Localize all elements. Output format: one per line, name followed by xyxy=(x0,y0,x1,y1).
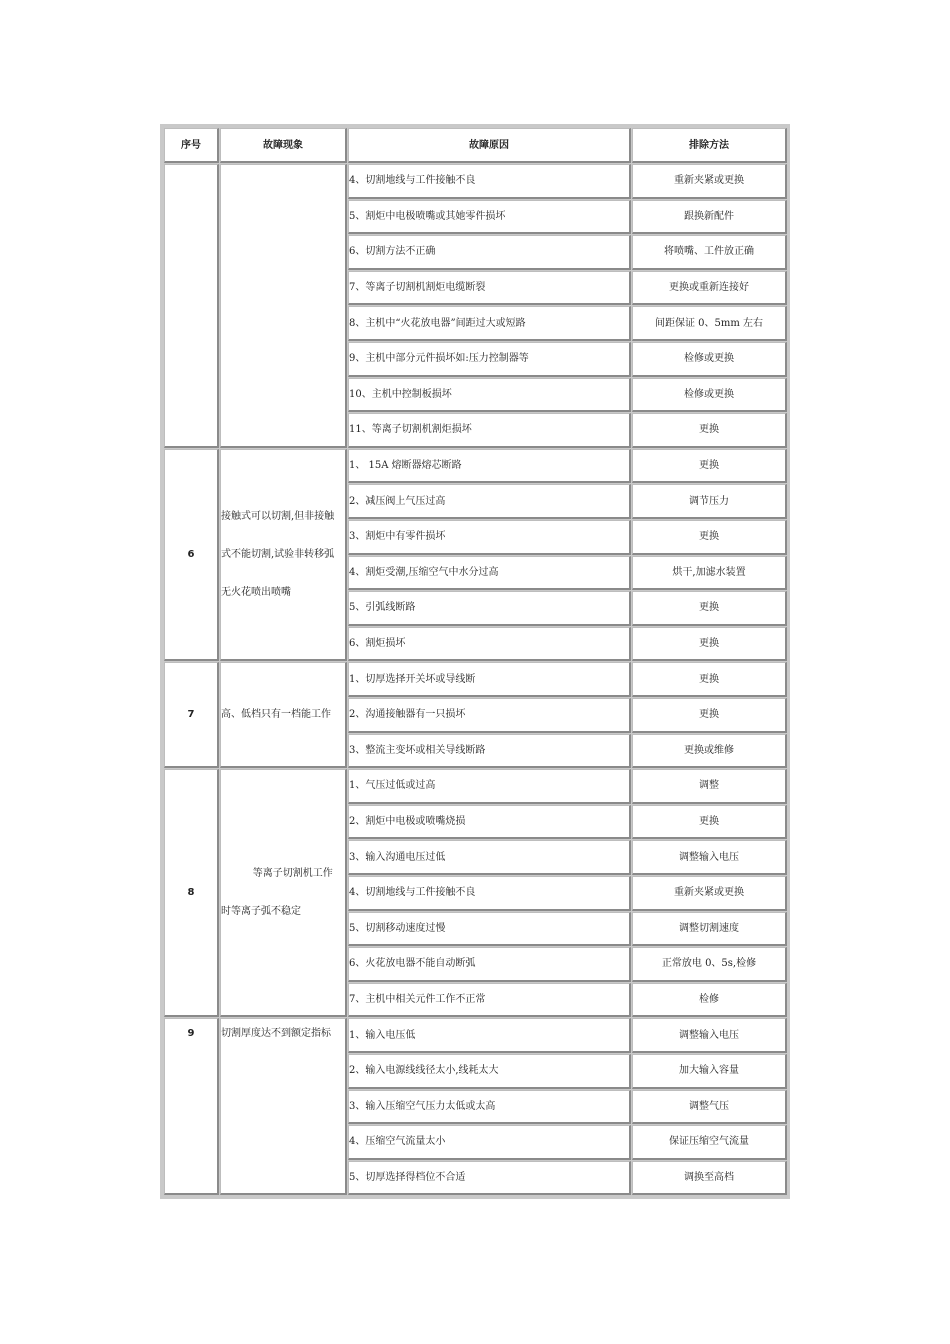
group-1-cause-4-text: 5、引弧线断路 xyxy=(349,602,416,614)
group-4-cause-2 xyxy=(348,1090,631,1125)
group-3-remedy-2-text: 调整输入电压 xyxy=(679,851,739,863)
group-0-cause-4-text: 8、主机中“火花放电器”间距过大或短路 xyxy=(349,317,526,329)
symptom-line: 接触式可以切割,但非接触 xyxy=(221,510,335,522)
group-0-remedy-7 xyxy=(632,413,787,448)
group-4-remedy-1-text: 加大输入容量 xyxy=(679,1065,739,1077)
symptom-line: 切割厚度达不到额定指标 xyxy=(221,1028,331,1040)
group-1-cause-3-text: 4、割炬受潮,压缩空气中水分过高 xyxy=(349,566,499,578)
group-4-remedy-1 xyxy=(632,1054,787,1089)
group-3-cause-0 xyxy=(348,769,631,804)
group-0-cause-5-text: 9、主机中部分元件损坏如:压力控制器等 xyxy=(349,353,529,365)
group-3-cause-4-text: 5、切割移动速度过慢 xyxy=(349,922,446,934)
group-0-remedy-6 xyxy=(632,378,787,413)
group-3-remedy-6-text: 检修 xyxy=(699,994,719,1006)
group-4-remedy-4 xyxy=(632,1161,787,1196)
group-1-symptom xyxy=(220,449,347,662)
group-0-remedy-1 xyxy=(632,200,787,235)
group-3-remedy-1-text: 更换 xyxy=(699,816,719,828)
group-3-remedy-0-text: 调整 xyxy=(699,780,719,792)
group-4-cause-2-text: 3、输入压缩空气压力太低或太高 xyxy=(349,1100,496,1112)
group-4-cause-3 xyxy=(348,1125,631,1160)
group-2-remedy-0 xyxy=(632,662,787,697)
symptom-line: 时等离子弧不稳定 xyxy=(221,905,301,917)
group-2-symptom-lines xyxy=(221,696,331,734)
group-0-remedy-3-text: 更换或重新连接好 xyxy=(669,282,749,294)
group-1-cause-2-text: 3、割炬中有零件损坏 xyxy=(349,531,446,543)
group-3-cause-5 xyxy=(348,947,631,982)
group-0-remedy-4 xyxy=(632,306,787,341)
group-0-remedy-7-text: 更换 xyxy=(699,424,719,436)
group-3-cause-1 xyxy=(348,805,631,840)
group-1-remedy-1 xyxy=(632,484,787,519)
group-4-symptom-lines xyxy=(221,1027,331,1040)
group-0-number xyxy=(164,164,219,448)
symptom-line: 等离子切割机工作 xyxy=(221,867,333,879)
header-no xyxy=(164,128,219,163)
group-3-remedy-5 xyxy=(632,947,787,982)
group-3-remedy-0 xyxy=(632,769,787,804)
group-1-remedy-3 xyxy=(632,556,787,591)
group-3-cause-6 xyxy=(348,983,631,1018)
group-3-cause-2 xyxy=(348,840,631,875)
group-3-symptom xyxy=(220,769,347,1017)
group-2-remedy-1 xyxy=(632,698,787,733)
group-0-remedy-4-text: 间距保证 0、5mm 左右 xyxy=(654,317,764,329)
group-3-cause-2-text: 3、输入沟通电压过低 xyxy=(349,851,446,863)
group-2-remedy-0-text: 更换 xyxy=(699,673,719,685)
group-1-cause-0 xyxy=(348,449,631,484)
group-1-cause-1-text: 2、减压阀上气压过高 xyxy=(349,495,446,507)
group-1-cause-5 xyxy=(348,627,631,662)
group-0-remedy-5 xyxy=(632,342,787,377)
group-1-cause-2 xyxy=(348,520,631,555)
group-4-number xyxy=(164,1018,219,1195)
group-1-number xyxy=(164,449,219,662)
group-4-cause-0-text: 1、输入电压低 xyxy=(349,1029,416,1041)
group-0-remedy-0-text: 重新夹紧或更换 xyxy=(674,175,744,187)
group-1-cause-3 xyxy=(348,556,631,591)
group-3-remedy-5-text: 正常放电 0、5s,检修 xyxy=(661,958,757,970)
group-4-remedy-4-text: 调换至高档 xyxy=(684,1172,734,1184)
group-2-cause-1 xyxy=(348,698,631,733)
group-0-remedy-0 xyxy=(632,164,787,199)
group-0-cause-3 xyxy=(348,271,631,306)
group-0-cause-4 xyxy=(348,306,631,341)
group-0-cause-7 xyxy=(348,413,631,448)
group-4-remedy-0-text: 调整输入电压 xyxy=(679,1029,739,1041)
header-symptom-text: 故障现象 xyxy=(263,139,303,151)
group-0-cause-1-text: 5、割炬中电极喷嘴或其她零件损坏 xyxy=(349,210,506,222)
group-1-cause-5-text: 6、割炬损坏 xyxy=(349,638,406,650)
group-1-remedy-2 xyxy=(632,520,787,555)
group-4-cause-0 xyxy=(348,1018,631,1053)
group-0-remedy-6-text: 检修或更换 xyxy=(684,388,734,400)
group-0-cause-2 xyxy=(348,235,631,270)
group-3-remedy-1 xyxy=(632,805,787,840)
group-1-cause-1 xyxy=(348,484,631,519)
group-2-cause-2-text: 3、整流主变坏或相关导线断路 xyxy=(349,744,486,756)
group-1-remedy-4-text: 更换 xyxy=(699,602,719,614)
group-4-remedy-2 xyxy=(632,1090,787,1125)
group-4-remedy-3-text: 保证压缩空气流量 xyxy=(669,1136,749,1148)
group-3-remedy-4-text: 调整切割速度 xyxy=(679,922,739,934)
group-3-cause-4 xyxy=(348,912,631,947)
group-0-cause-6 xyxy=(348,378,631,413)
group-0-cause-3-text: 7、等离子切割机割炬电缆断裂 xyxy=(349,282,486,294)
group-4-cause-1 xyxy=(348,1054,631,1089)
fault-table xyxy=(160,124,790,1199)
group-2-number-text: 7 xyxy=(187,709,195,721)
group-0-cause-7-text: 11、等离子切割机割炬损坏 xyxy=(349,424,472,436)
group-4-cause-4-text: 5、切厚选择得档位不合适 xyxy=(349,1172,466,1184)
group-4-remedy-3 xyxy=(632,1125,787,1160)
header-remedy-text: 排除方法 xyxy=(689,139,729,151)
group-3-remedy-3 xyxy=(632,876,787,911)
group-3-remedy-6 xyxy=(632,983,787,1018)
group-1-remedy-0-text: 更换 xyxy=(699,460,719,472)
group-0-cause-0-text: 4、切割地线与工件接触不良 xyxy=(349,175,476,187)
group-0-cause-0 xyxy=(348,164,631,199)
group-1-number-text: 6 xyxy=(187,549,195,561)
group-2-cause-1-text: 2、沟通接触器有一只损坏 xyxy=(349,709,466,721)
group-0-remedy-5-text: 检修或更换 xyxy=(684,353,734,365)
group-2-remedy-2 xyxy=(632,734,787,769)
group-0-cause-6-text: 10、主机中控制板损坏 xyxy=(349,388,452,400)
group-4-cause-1-text: 2、输入电源线线径太小,线耗太大 xyxy=(349,1065,499,1077)
group-3-cause-1-text: 2、割炬中电极或喷嘴烧损 xyxy=(349,816,466,828)
group-0-cause-5 xyxy=(348,342,631,377)
group-1-remedy-0 xyxy=(632,449,787,484)
symptom-line: 无火花喷出喷嘴 xyxy=(221,586,291,598)
group-1-symptom-lines xyxy=(221,498,334,612)
group-4-cause-3-text: 4、压缩空气流量太小 xyxy=(349,1136,446,1148)
group-3-number-text: 8 xyxy=(187,887,195,899)
group-2-cause-2 xyxy=(348,734,631,769)
group-0-cause-1 xyxy=(348,200,631,235)
group-4-remedy-2-text: 调整气压 xyxy=(689,1100,729,1112)
header-no-text: 序号 xyxy=(181,139,201,151)
group-0-remedy-3 xyxy=(632,271,787,306)
group-4-remedy-0 xyxy=(632,1018,787,1053)
group-3-remedy-3-text: 重新夹紧或更换 xyxy=(674,887,744,899)
header-remedy xyxy=(632,128,787,163)
group-4-number-text: 9 xyxy=(187,1028,195,1040)
group-1-remedy-1-text: 调节压力 xyxy=(689,495,729,507)
group-1-remedy-5-text: 更换 xyxy=(699,638,719,650)
group-1-cause-4 xyxy=(348,591,631,626)
symptom-line: 式不能切割,试验非转移弧 xyxy=(221,548,335,560)
group-3-number xyxy=(164,769,219,1017)
symptom-line: 高、低档只有一档能工作 xyxy=(221,708,331,720)
group-1-remedy-5 xyxy=(632,627,787,662)
header-cause-text: 故障原因 xyxy=(469,139,509,151)
group-1-remedy-4 xyxy=(632,591,787,626)
group-3-remedy-2 xyxy=(632,840,787,875)
group-3-cause-3-text: 4、切割地线与工件接触不良 xyxy=(349,887,476,899)
group-2-remedy-2-text: 更换或维修 xyxy=(684,744,734,756)
group-4-symptom xyxy=(220,1018,347,1195)
group-2-symptom xyxy=(220,662,347,768)
group-2-cause-0-text: 1、切厚选择开关坏或导线断 xyxy=(349,673,476,685)
group-3-remedy-4 xyxy=(632,912,787,947)
group-2-number xyxy=(164,662,219,768)
group-3-cause-6-text: 7、主机中相关元件工作不正常 xyxy=(349,994,486,1006)
group-3-symptom-lines xyxy=(221,855,333,931)
group-0-remedy-1-text: 跟换新配件 xyxy=(684,210,734,222)
group-1-cause-0-text: 1、 15A 熔断器熔芯断路 xyxy=(349,460,462,472)
header-cause xyxy=(348,128,631,163)
group-0-cause-2-text: 6、切割方法不正确 xyxy=(349,246,436,258)
group-0-symptom xyxy=(220,164,347,448)
group-3-cause-0-text: 1、气压过低或过高 xyxy=(349,780,436,792)
group-1-remedy-3-text: 烘干,加滤水装置 xyxy=(672,566,746,578)
group-3-cause-3 xyxy=(348,876,631,911)
group-2-cause-0 xyxy=(348,662,631,697)
group-3-cause-5-text: 6、火花放电器不能自动断弧 xyxy=(349,958,476,970)
group-1-remedy-2-text: 更换 xyxy=(699,531,719,543)
group-0-remedy-2 xyxy=(632,235,787,270)
group-4-cause-4 xyxy=(348,1161,631,1196)
group-2-remedy-1-text: 更换 xyxy=(699,709,719,721)
header-symptom xyxy=(220,128,347,163)
group-0-remedy-2-text: 将喷嘴、工件放正确 xyxy=(664,246,754,258)
